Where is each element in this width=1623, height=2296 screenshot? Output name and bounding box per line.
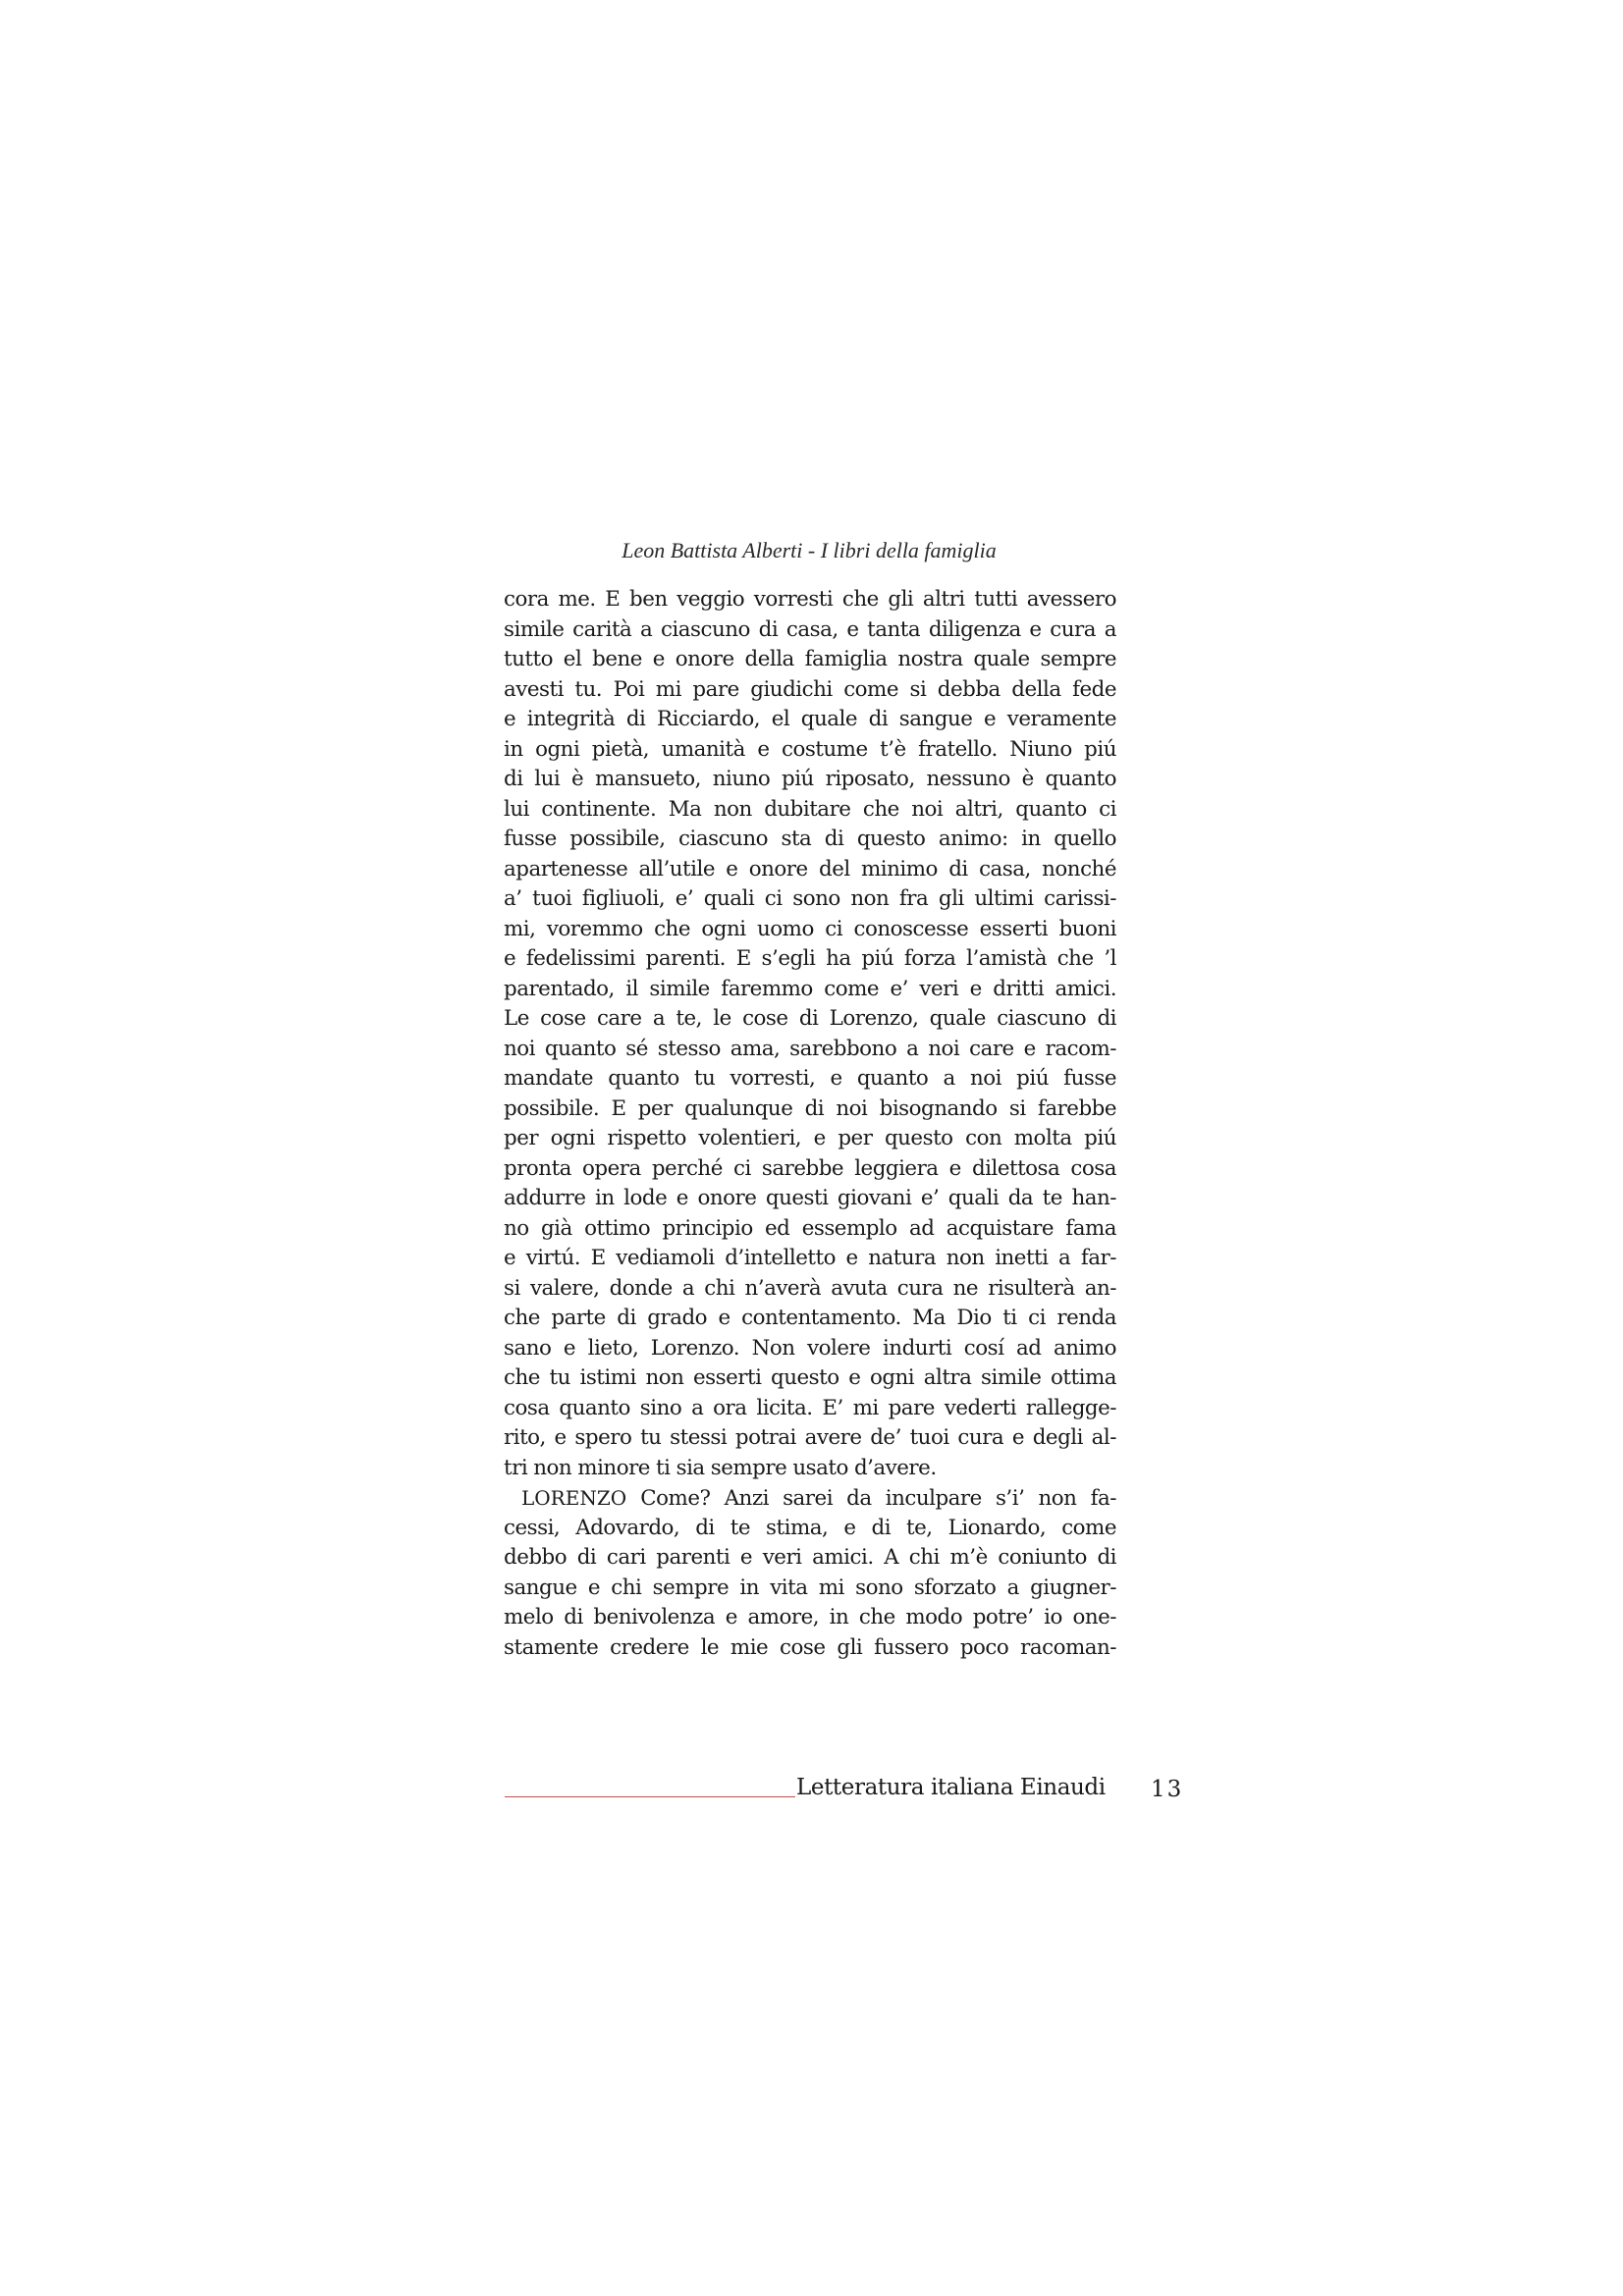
text-line: e fedelissimi parenti. E s’egli ha piú forza l’amistà che ’l (504, 946, 1116, 971)
text-line: apartenesse all’utile e onore del minimo di casa, nonché (504, 856, 1116, 881)
text-line: e virtú. E vediamoli d’intelletto e natura non inetti a far- (504, 1246, 1116, 1270)
text-line: a’ tuoi figliuoli, e’ quali ci sono non fra gli ultimi carissi- (504, 886, 1116, 911)
speaker-name: LORENZO (521, 1486, 627, 1510)
text-line: si valere, donde a chi n’averà avuta cura ne risulterà an- (504, 1275, 1116, 1301)
text-line: di lui è mansueto, niuno piú riposato, nessuno è quanto (504, 767, 1116, 791)
running-head: Leon Battista Alberti - I libri della famiglia (622, 538, 997, 562)
page-number: 13 (1151, 1777, 1184, 1802)
text-line: sano e lieto, Lorenzo. Non volere indurti cosí ad animo (504, 1335, 1116, 1361)
text-line: cosa quanto sino a ora licita. E’ mi pare vederti ralleggе- (504, 1395, 1116, 1420)
speech-text: Come? Anzi sarei da inculpare s’i’ non fa- (640, 1486, 1116, 1511)
text-line: sangue e chi sempre in vita mi sono sforzato a giugner- (504, 1575, 1116, 1600)
text-line: lui continente. Ma non dubitare che noi altri, quanto ci (504, 796, 1116, 822)
text-line: fusse possibile, ciascuno sta di questo animo: in quello (504, 827, 1116, 851)
text-line: che tu istimi non esserti questo e ogni altra simile ottima (504, 1365, 1116, 1390)
text-line: mi, voremmo che ogni uomo ci conoscesse esserti buoni (504, 916, 1116, 941)
text-line: noi quanto sé stesso ama, sarebbono a noi care e racom- (504, 1036, 1116, 1061)
text-line: addurre in lode e onore questi giovani e’ quali da te han- (504, 1186, 1116, 1210)
text-line: tri non minore ti sia sempre usato d’avere. (504, 1455, 937, 1480)
text-line: possibile. E per qualunque di noi bisognando si farebbe (504, 1095, 1116, 1121)
text-line: Le cose care a te, le cose di Lorenzo, quale ciascuno di (504, 1006, 1116, 1031)
text-line: no già ottimo principio ed essemplo ad acquistare fama (504, 1215, 1116, 1241)
text-line: che parte di grado e contentamento. Ma Dio ti ci renda (504, 1306, 1116, 1330)
text-line: in ogni pietà, umanità e costume t’è fratello. Niuno piú (504, 736, 1116, 762)
text-line: debbo di cari parenti e veri amici. A chi m’è coniunto di (504, 1545, 1116, 1570)
text-line: rito, e spero tu stessi potrai avere de’ tuoi cura e degli al- (504, 1425, 1116, 1450)
footer-rule (505, 1796, 795, 1797)
body-text (504, 585, 1116, 1663)
text-line: cora me. E ben veggio vorresti che gli altri tutti avessero (504, 587, 1116, 612)
text-line: pronta opera perché ci sarebbe leggiera e dilettosa cosa (504, 1155, 1116, 1181)
text-line: avesti tu. Poi mi pare giudichi come si debba della fede (504, 676, 1116, 702)
speech-first-line (504, 1483, 1116, 1514)
text-line: e integrità di Ricciardo, el quale di sangue e veramente (504, 707, 1116, 731)
text-line: cessi, Adovardo, di te stima, e di te, Lionardo, come (504, 1515, 1116, 1540)
text-line: simile carità a ciascuno di casa, e tanta diligenza e cura a (504, 616, 1116, 642)
text-line: stamente credere le mie cose gli fussero poco racoman- (504, 1634, 1116, 1660)
text-line: melo di benivolenza e amore, in che modo potre’ io one- (504, 1605, 1116, 1629)
text-line: parentado, il simile faremmo come e’ veri e dritti amici. (504, 976, 1116, 1001)
footer-publication: Letteratura italiana Einaudi (796, 1775, 1106, 1800)
text-line: tutto el bene e onore della famiglia nostra quale sempre (504, 647, 1116, 671)
text-line: mandate quanto tu vorresti, e quanto a noi piú fusse (504, 1066, 1116, 1091)
text-line: per ogni rispetto volentieri, e per questo con molta piú (504, 1126, 1116, 1150)
